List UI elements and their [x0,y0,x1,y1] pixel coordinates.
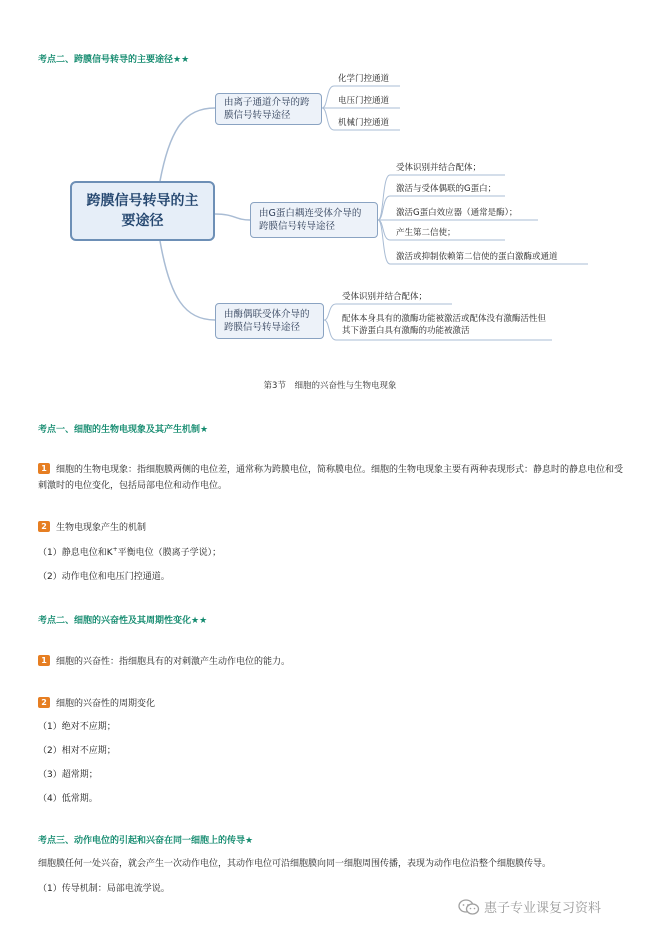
mindmap-leaf-g-step2: 激活与受体偶联的G蛋白； [396,184,497,194]
section-title-signal: 考点二、跨膜信号转导的主要途径★★ [38,55,190,65]
number-badge-2: 2 [38,521,50,532]
list-item-subnormal: （4）低常期。 [38,794,98,804]
mindmap-leaf-chemical-gated: 化学门控通道 [338,74,390,84]
signal-pathway-mindmap [60,68,600,353]
number-badge-1b: 1 [38,655,50,666]
list-item-supernormal: （3）超常期； [38,770,98,780]
mindmap-branch-enzyme-receptor: 由酶偶联受体介导的跨膜信号转导途径 [215,303,324,339]
number-badge-1: 1 [38,463,50,474]
list-item-resting-potential: （1）静息电位和K+平衡电位（膜离子学说）； [38,546,222,558]
mindmap-leaf-g-step5: 激活或抑制依赖第二信使的蛋白激酶或通道 [396,252,558,262]
mindmap-leaf-voltage-gated: 电压门控通道 [338,96,390,106]
paragraph-excitability-definition: 1 细胞的兴奋性：指细胞具有的对刺激产生动作电位的能力。 [38,654,290,667]
chapter-caption: 第3节 细胞的兴奋性与生物电现象 [263,381,397,391]
list-item-action-potential: （2）动作电位和电压门控通道。 [38,572,170,582]
watermark: 惠子专业课复习资料 [458,897,601,916]
wechat-icon [458,899,480,915]
mindmap-branch-ion-channel: 由离子通道介导的跨膜信号转导途径 [215,93,322,125]
mindmap-leaf-mechanical-gated: 机械门控通道 [338,118,390,128]
list-item-absolute-refractory: （1）绝对不应期； [38,722,116,732]
paragraph-bioelectric-definition: 1 细胞的生物电现象：指细胞膜两侧的电位差，通常称为跨膜电位，简称膜电位。细胞的生物电现象主要有两种表现形式：静息时的静息电位和受刺激时的电位变化，包括局部电位和动作电位。 [38,464,624,491]
section-title-bioelectric: 考点一、细胞的生物电现象及其产生机制★ [38,425,209,435]
mindmap-leaf-g-step3: 激活G蛋白效应器（通常是酶）； [396,208,518,218]
mindmap-leaf-g-step4: 产生第二信使； [396,228,456,238]
subheading-mechanism: 2 生物电现象产生的机制 [38,520,146,533]
mindmap-root-node: 跨膜信号转导的主要途径 [70,181,215,241]
list-item-conduction-mechanism: （1）传导机制：局部电流学说。 [38,884,170,894]
number-badge-2b: 2 [38,697,50,708]
section-title-conduction: 考点三、动作电位的引起和兴奋在同一细胞上的传导★ [38,836,254,846]
section-title-excitability: 考点二、细胞的兴奋性及其周期性变化★★ [38,616,208,626]
paragraph-conduction: 细胞膜任何一处兴奋，就会产生一次动作电位，其动作电位可沿细胞膜向同一细胞周围传播，表现为动作电位沿整个细胞膜传导。 [38,859,552,869]
mindmap-leaf-enzyme-step1: 受体识别并结合配体； [342,292,428,302]
list-item-relative-refractory: （2）相对不应期； [38,746,116,756]
mindmap-leaf-enzyme-step2: 配体本身具有的激酶功能被激活或配体没有激酶活性但其下游蛋白具有激酶的功能被激活 [342,314,547,336]
subheading-periodic-change: 2 细胞的兴奋性的周期变化 [38,696,155,709]
mindmap-branch-g-protein: 由G蛋白耦连受体介导的跨膜信号转导途径 [250,202,378,238]
mindmap-leaf-g-step1: 受体识别并结合配体； [396,163,482,173]
